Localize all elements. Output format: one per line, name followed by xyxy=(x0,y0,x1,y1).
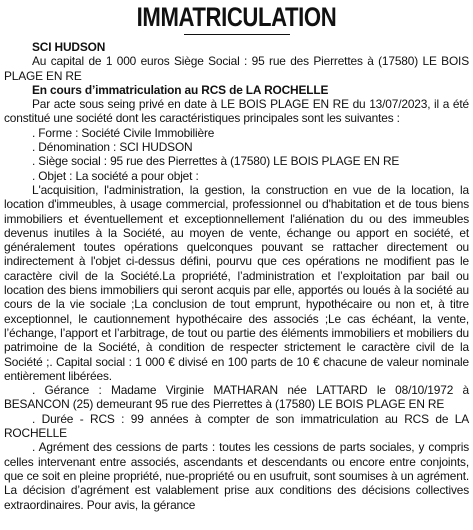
company-name: SCI HUDSON xyxy=(32,40,106,54)
duree-paragraph: . Durée - RCS : 99 années à compter de son immatriculation au RCS de LA ROCHELLE xyxy=(4,411,469,441)
siege-line: . Siège social : 95 rue des Pierrettes à (17580) LE BOIS PLAGE EN RE xyxy=(32,154,400,169)
registration-status: En cours d’immatriculation au RCS de LA ROCHELLE xyxy=(32,82,329,97)
denomination-line: . Dénomination : SCI HUDSON xyxy=(32,140,193,155)
legal-notice xyxy=(0,2,473,530)
gerance-paragraph: . Gérance : Madame Virginie MATHARAN née LATTARD le 08/10/1972 à BESANCON (25) demeurant 95 rue des Pierrettes à (17580) LE BOIS PLAGE EN RE xyxy=(4,383,469,412)
intro-paragraph: Par acte sous seing privé en date à LE BOIS PLAGE EN RE du 13/07/2023, il a été constitué une société dont les caractéristiques principales sont les suivantes : xyxy=(4,97,469,126)
objet-paragraph: L'acquisition, l'administration, la gestion, la construction en vue de la location, la location d'immeubles, à usage commercial, professionnel ou d'habitation et de tous biens immobiliers et éventuellement et exceptionnellement l'aliénation du ou des immeubles devenus inutiles à la Société, au moyen de vente, échange ou apport en société, et généralement toutes opérations quelconques pouvant se rattacher directement ou indirectement à l'objet ci-dessus défini, pourvu que ces opérations ne modifient pas le caractère civil de la Société.La propriété, l’administration et l’exploitation par bail ou location des biens immobiliers qui seront acquis par elle, apportés ou loués à la société au cours de la vie sociale ;La conclusion de tout emprunt, hypothécaire ou non et, à titre exceptionnel, le cautionnement hypothécaire des associés ;Le cas échéant, la vente, l’échange, l’apport et l’arbitrage, de tout ou partie des éléments immobiliers et mobiliers du patrimoine de la Société, à condition de respecter strictement le caractère civil de la Société ;. Capital social : 1 000 € divisé en 100 parts de 10 € chacune de valeur nominale entièrement libérées. xyxy=(4,182,469,383)
agrement-paragraph: . Agrément des cessions de parts : toutes les cessions de parts sociales, y compris celles intervenant entre associés, ascendants et descendants ou encore entre conjoints, que ce soit en pleine propriété, nue-propriété ou en usufruit, sont soumises à un agrément. La décision d’agrément est valablement prise aux conditions des décisions collectives extraordinaires. Pour avis, la gérance xyxy=(4,440,469,512)
capital-line: Au capital de 1 000 euros Siège Social : 95 rue des Pierrettes à (17580) LE BOIS PLAGE EN RE xyxy=(4,54,469,83)
title-underline xyxy=(184,34,290,35)
notice-title: IMMATRICULATION xyxy=(136,2,337,32)
forme-line: . Forme : Société Civile Immobilière xyxy=(32,125,215,140)
notice-body xyxy=(4,40,469,512)
objet-heading: . Objet : La société a pour objet : xyxy=(32,168,199,183)
